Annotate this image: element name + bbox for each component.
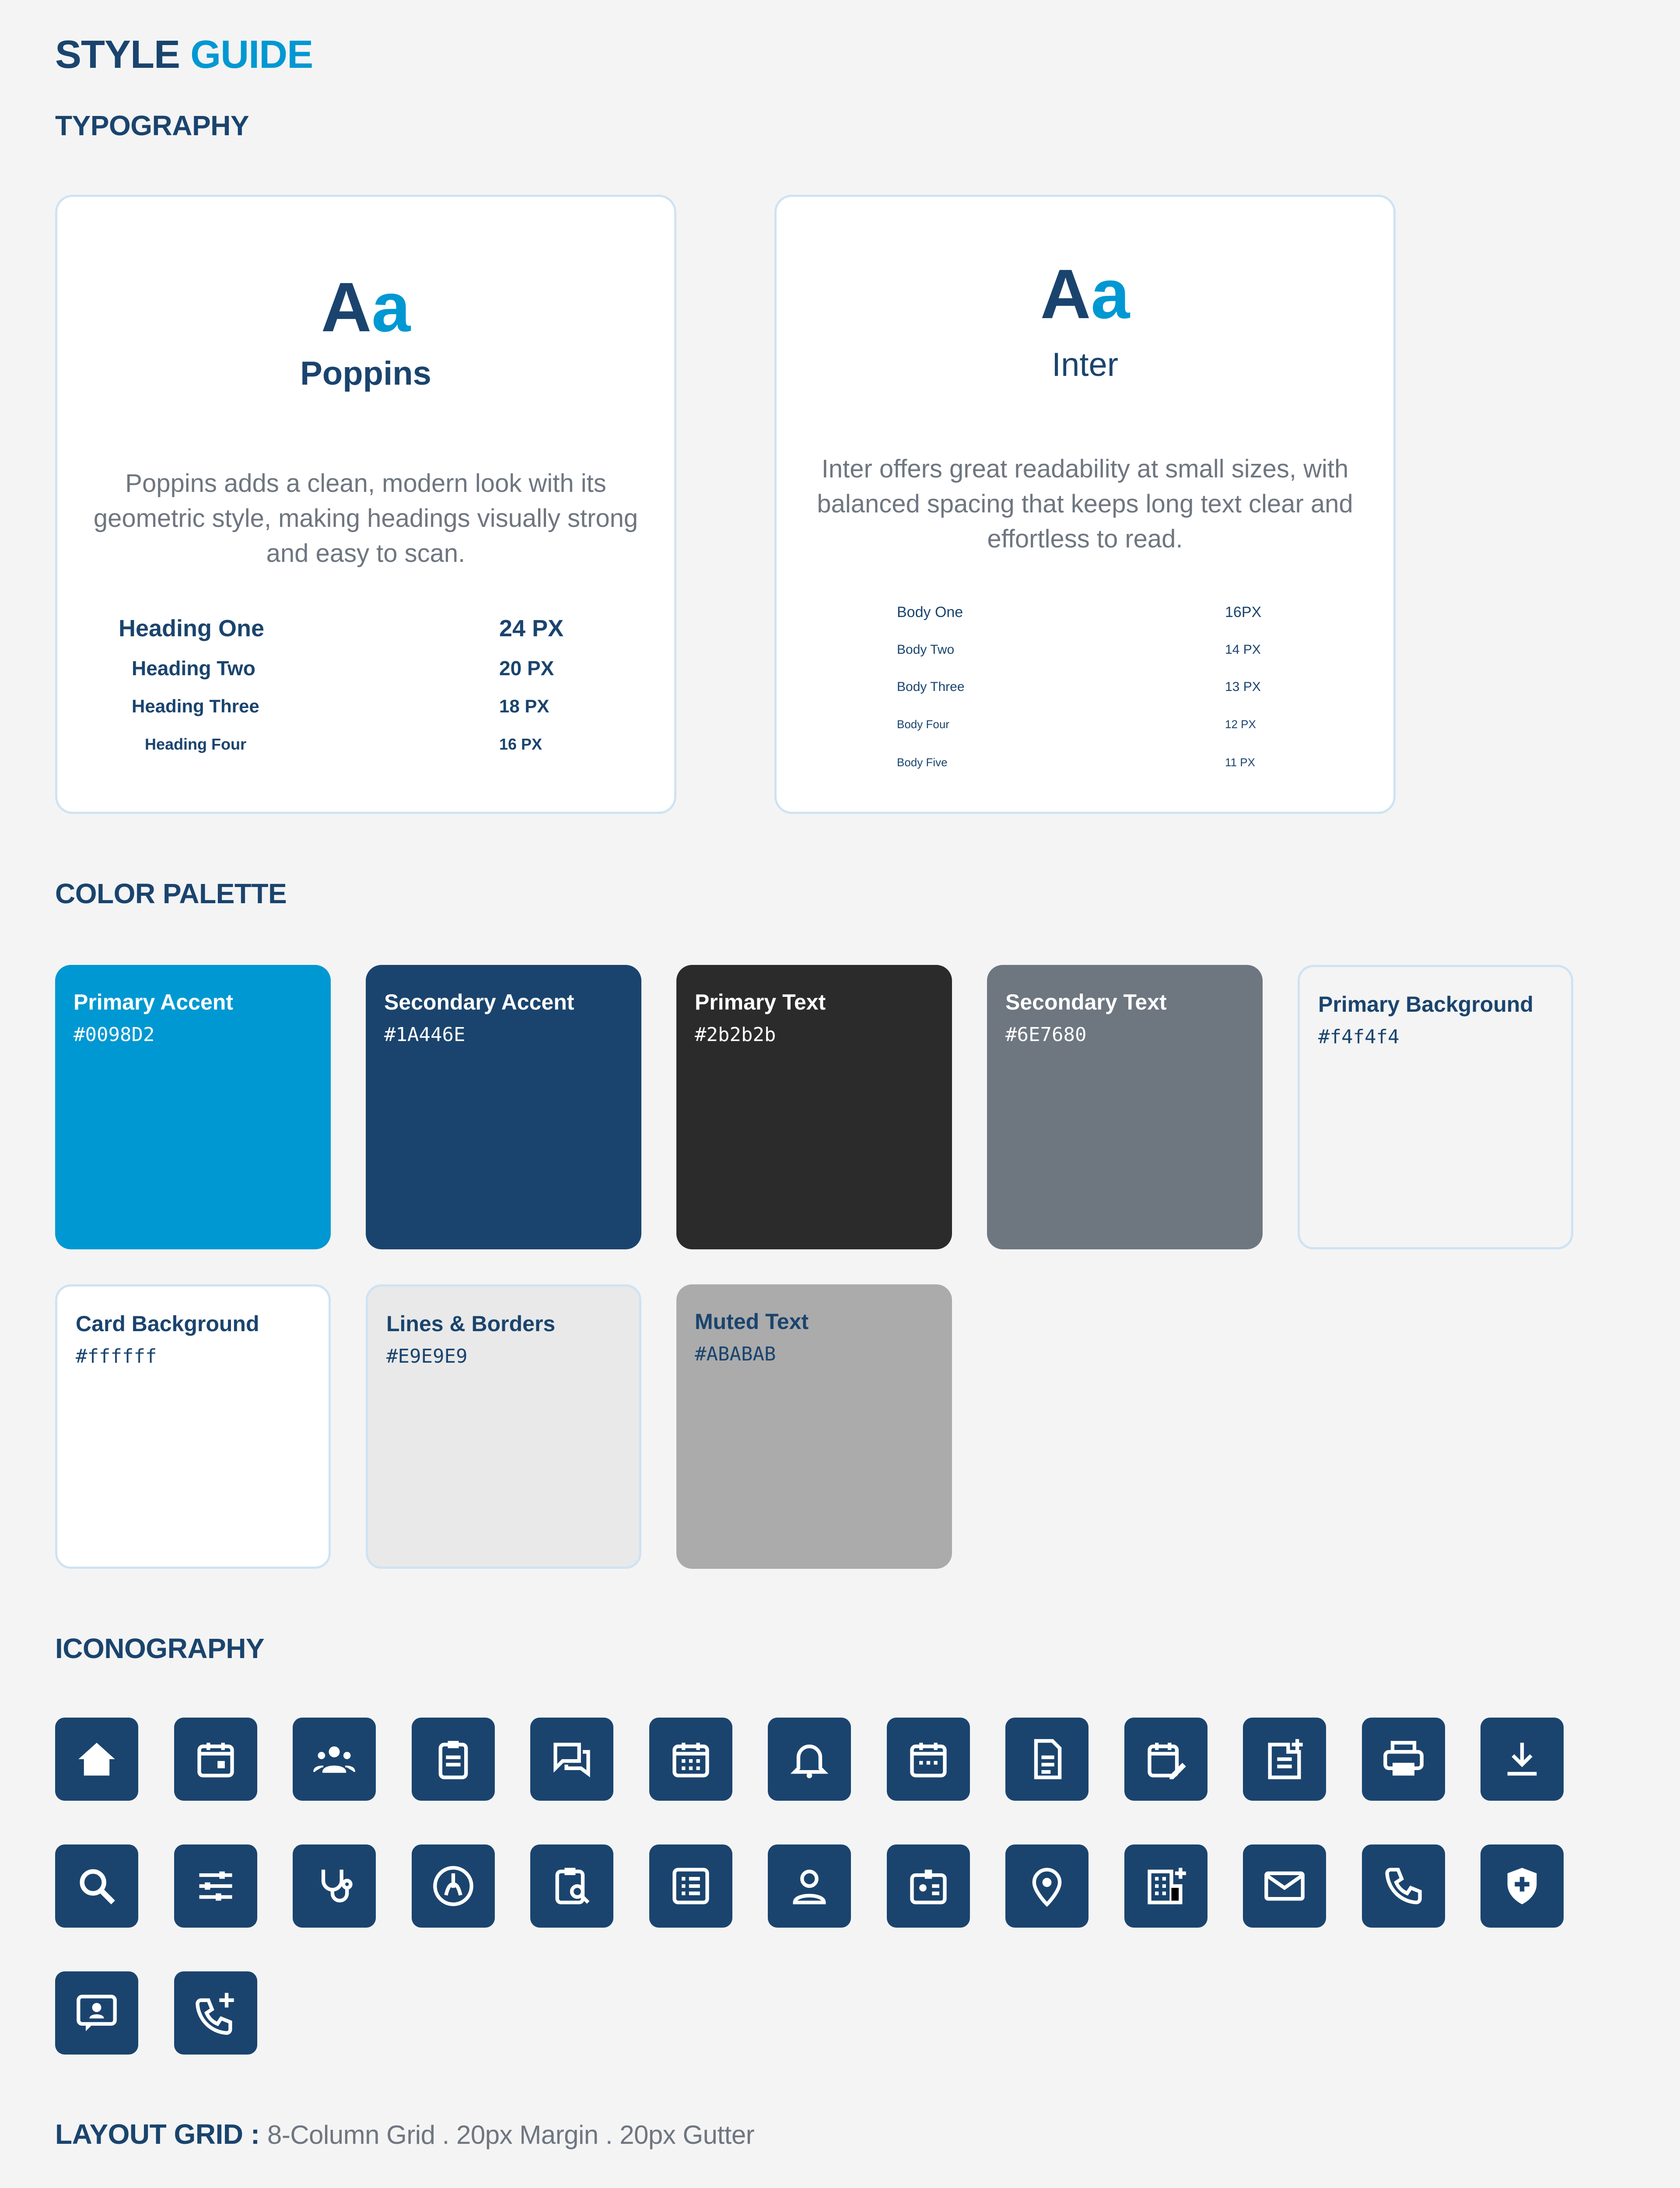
- poppins-sample: Aa: [321, 268, 411, 346]
- clipboard-icon: [431, 1737, 475, 1781]
- inter-description: Inter offers great readability at small sizes, with balanced spacing that keeps long text clear and effortless to read.: [817, 455, 1353, 553]
- color-name: Card Background: [76, 1311, 259, 1336]
- inter-sample: Aa: [1040, 255, 1130, 333]
- color-hex: #E9E9E9: [386, 1345, 468, 1368]
- color-swatch: [366, 1284, 641, 1569]
- layout-grid-heading: LAYOUT GRID : 8-Column Grid . 20px Margin . 20px Gutter: [55, 2118, 755, 2150]
- phone-add-icon-tile: [174, 1971, 257, 2055]
- type-row-size: 20 PX: [499, 657, 554, 680]
- clipboard-search-icon: [550, 1864, 594, 1908]
- inter-card: [774, 195, 1396, 814]
- page-title: STYLE GUIDE: [55, 33, 313, 77]
- download-icon: [1500, 1737, 1544, 1781]
- person-icon: [788, 1864, 831, 1908]
- edit-calendar-icon-tile: [1124, 1718, 1208, 1801]
- mail-icon-tile: [1243, 1844, 1326, 1928]
- type-row-size: 24 PX: [499, 615, 564, 642]
- phone-icon: [1382, 1864, 1425, 1908]
- location-pin-icon-tile: [1005, 1844, 1088, 1928]
- search-icon-tile: [55, 1844, 138, 1928]
- id-badge-icon: [906, 1864, 950, 1908]
- type-row-size: 16 PX: [499, 735, 542, 753]
- body-row-label: Body Three: [897, 680, 965, 694]
- type-row-size: 18 PX: [499, 696, 550, 716]
- mail-icon: [1263, 1864, 1306, 1908]
- color-name: Lines & Borders: [386, 1311, 556, 1336]
- chat-icon: [550, 1737, 594, 1781]
- note-add-icon: [1263, 1737, 1306, 1781]
- color-swatch: [676, 965, 952, 1249]
- clipboard-icon-tile: [412, 1718, 495, 1801]
- calendar-month-icon: [906, 1737, 950, 1781]
- typography-heading: TYPOGRAPHY: [55, 110, 249, 141]
- document-icon: [1025, 1737, 1069, 1781]
- calendar-icon: [194, 1737, 238, 1781]
- body-row-label: Body Four: [897, 718, 949, 731]
- feedback-icon-tile: [55, 1971, 138, 2055]
- iconography-heading: ICONOGRAPHY: [55, 1633, 265, 1664]
- location-pin-icon: [1025, 1864, 1069, 1908]
- body-row-size: 14 PX: [1225, 642, 1261, 657]
- calendar-icon-tile: [174, 1718, 257, 1801]
- color-hex: #2b2b2b: [695, 1024, 776, 1046]
- type-row-label: Heading Four: [145, 735, 246, 753]
- color-swatch: [987, 965, 1263, 1249]
- color-hex: #ffffff: [76, 1345, 157, 1368]
- lungs-icon-tile: [412, 1844, 495, 1928]
- clipboard-search-icon-tile: [530, 1844, 613, 1928]
- color-palette-heading: COLOR PALETTE: [55, 878, 287, 909]
- lungs-icon: [431, 1864, 475, 1908]
- type-row-label: Heading Two: [132, 657, 256, 680]
- home-icon-tile: [55, 1718, 138, 1801]
- bell-icon-tile: [768, 1718, 851, 1801]
- body-row-size: 16PX: [1225, 604, 1262, 621]
- type-row-label: Heading Three: [132, 696, 259, 716]
- filter-sliders-icon-tile: [174, 1844, 257, 1928]
- group-icon: [312, 1737, 356, 1781]
- color-hex: #1A446E: [384, 1024, 466, 1046]
- poppins-description: Poppins adds a clean, modern look with its geometric style, making headings visually strong and easy to scan.: [93, 469, 638, 568]
- inter-name: Inter: [1051, 346, 1119, 383]
- stethoscope-icon: [312, 1864, 356, 1908]
- color-swatch: [55, 1284, 331, 1569]
- color-name: Secondary Text: [1005, 990, 1167, 1014]
- color-name: Primary Background: [1318, 992, 1533, 1017]
- color-swatch: [55, 965, 331, 1249]
- poppins-card: [55, 195, 676, 814]
- edit-calendar-icon: [1144, 1737, 1188, 1781]
- type-row-label: Heading One: [119, 615, 265, 642]
- calendar-grid-icon-tile: [649, 1718, 732, 1801]
- feedback-icon: [75, 1991, 119, 2035]
- home-icon: [75, 1737, 119, 1781]
- color-name: Secondary Accent: [384, 990, 574, 1014]
- shield-plus-icon: [1500, 1864, 1544, 1908]
- color-name: Primary Accent: [74, 990, 233, 1014]
- download-icon-tile: [1480, 1718, 1564, 1801]
- poppins-name: Poppins: [300, 355, 431, 392]
- document-icon-tile: [1005, 1718, 1088, 1801]
- phone-add-icon: [194, 1991, 238, 2035]
- search-icon: [75, 1864, 119, 1908]
- color-swatch: [676, 1284, 952, 1569]
- color-name: Muted Text: [695, 1309, 809, 1334]
- body-row-label: Body Two: [897, 642, 955, 657]
- color-swatch: [366, 965, 641, 1249]
- printer-icon-tile: [1362, 1718, 1445, 1801]
- shield-plus-icon-tile: [1480, 1844, 1564, 1928]
- color-name: Primary Text: [695, 990, 826, 1014]
- list-icon-tile: [649, 1844, 732, 1928]
- color-hex: #0098D2: [74, 1024, 155, 1046]
- color-hex: #f4f4f4: [1318, 1026, 1400, 1048]
- phone-icon-tile: [1362, 1844, 1445, 1928]
- calendar-month-icon-tile: [887, 1718, 970, 1801]
- bell-icon: [788, 1737, 831, 1781]
- body-row-size: 12 PX: [1225, 718, 1256, 731]
- group-icon-tile: [293, 1718, 376, 1801]
- color-swatch: [1298, 965, 1573, 1249]
- person-icon-tile: [768, 1844, 851, 1928]
- color-hex: #ABABAB: [695, 1343, 776, 1365]
- calendar-grid-icon: [669, 1737, 713, 1781]
- body-row-label: Body Five: [897, 756, 948, 769]
- hospital-building-icon-tile: [1124, 1844, 1208, 1928]
- body-row-size: 11 PX: [1225, 756, 1255, 769]
- list-icon: [669, 1864, 713, 1908]
- stethoscope-icon-tile: [293, 1844, 376, 1928]
- hospital-building-icon: [1144, 1864, 1188, 1908]
- filter-sliders-icon: [194, 1864, 238, 1908]
- chat-icon-tile: [530, 1718, 613, 1801]
- id-badge-icon-tile: [887, 1844, 970, 1928]
- body-row-label: Body One: [897, 604, 963, 621]
- printer-icon: [1382, 1737, 1425, 1781]
- color-hex: #6E7680: [1005, 1024, 1087, 1046]
- note-add-icon-tile: [1243, 1718, 1326, 1801]
- body-row-size: 13 PX: [1225, 680, 1261, 694]
